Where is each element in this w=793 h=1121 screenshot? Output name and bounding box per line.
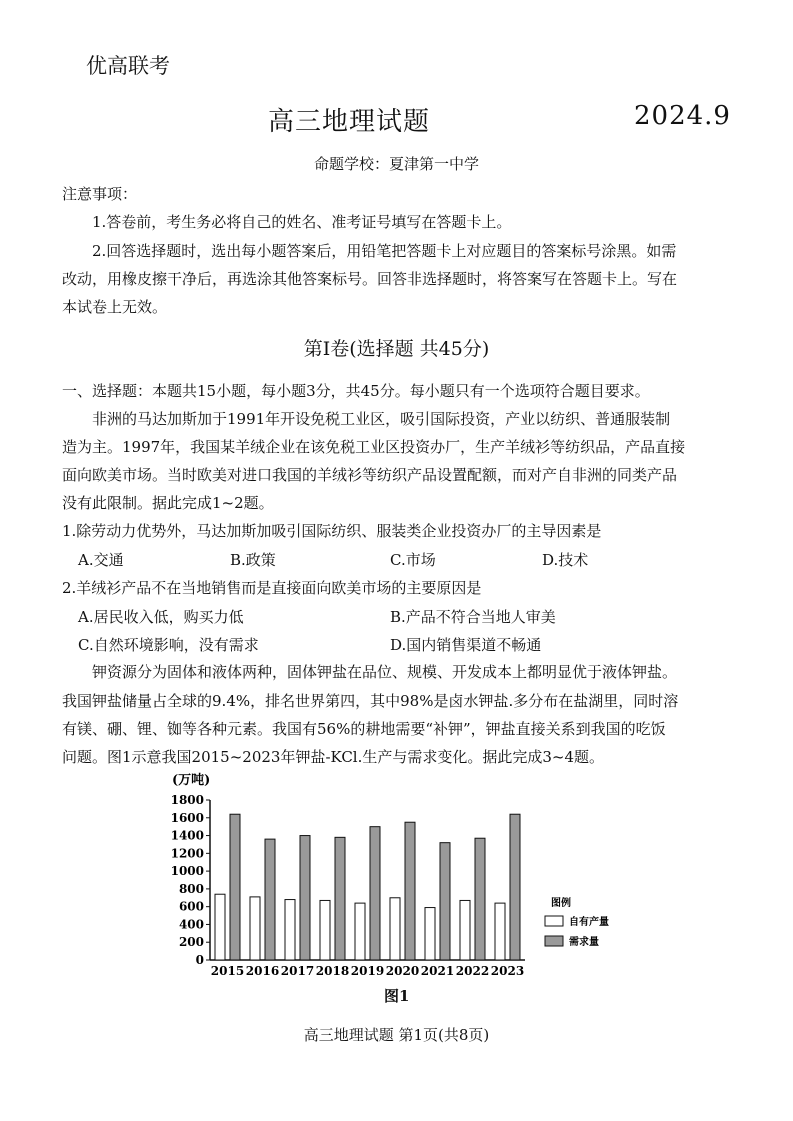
x-tick-label: 2021 — [420, 964, 455, 978]
bar-demand — [510, 814, 520, 960]
legend-title: 图例 — [551, 898, 571, 909]
bar-production — [390, 898, 400, 960]
question-2-option-a: A.居民收入低，购买力低 — [78, 608, 244, 626]
y-tick-label: 0 — [195, 953, 204, 967]
y-tick-label: 200 — [178, 935, 204, 950]
bar-production — [250, 897, 260, 960]
y-tick-label: 1600 — [170, 810, 204, 825]
chart-caption: 图1 — [384, 987, 410, 1005]
bar-demand — [370, 827, 380, 960]
passage2-line3: 有镁、硼、锂、铷等各种元素。我国有56%的耕地需要“补钾”，钾盐直接关系到我国的吃饭 — [62, 720, 666, 738]
legend-swatch — [545, 916, 563, 926]
bar-demand — [440, 843, 450, 960]
passage2-line1: 钾资源分为固体和液体两种，固体钾盐在品位、规模、开发成本上都明显优于液体钾盐。 — [92, 663, 678, 681]
passage1-line3: 面向欧美市场。当时欧美对进口我国的羊绒衫等纺织产品设置配额，而对产自非洲的同类产品 — [62, 466, 678, 484]
school-line: 命题学校：夏津第一中学 — [313, 155, 479, 173]
bar-demand — [335, 837, 345, 960]
passage1-line4: 没有此限制。据此完成1~2题。 — [62, 494, 274, 512]
x-tick-label: 2015 — [210, 964, 245, 978]
notice-item-2-line1: 2.回答选择题时，选出每小题答案后，用铅笔把答题卡上对应题目的答案标号涂黑。如需 — [92, 242, 677, 260]
bar-demand — [475, 838, 485, 960]
passage1-line2: 造为主。1997年，我国某羊绒企业在该免税工业区投资办厂，生产羊绒衫等纺织品，产品直接 — [62, 438, 686, 456]
notice-heading: 注意事项： — [62, 185, 138, 203]
bar-production — [320, 900, 330, 960]
x-tick-label: 2020 — [385, 964, 420, 978]
notice-item-2-line3: 本试卷上无效。 — [62, 298, 168, 316]
question-2-stem: 2.羊绒衫产品不在当地销售而是直接面向欧美市场的主要原因是 — [62, 579, 482, 597]
potash-bar-chart — [160, 768, 640, 978]
bar-production — [285, 900, 295, 960]
bar-demand — [230, 814, 240, 960]
exam-brand: 优高联考 — [86, 54, 170, 78]
question-1-option-a: A.交通 — [78, 551, 124, 569]
exam-title: 高三地理试题 — [268, 107, 431, 137]
passage2-line2: 我国钾盐储量占全球的9.4%，排名世界第四，其中98%是卤水钾盐.多分布在盐湖里，同时溶 — [62, 692, 679, 710]
question-2-option-d: D.国内销售渠道不畅通 — [390, 636, 542, 654]
y-tick-label: 1200 — [170, 846, 204, 861]
y-tick-label: 400 — [178, 917, 204, 932]
y-axis-unit-label: (万吨) — [172, 773, 211, 788]
legend-swatch — [545, 936, 563, 946]
x-tick-label: 2016 — [245, 964, 280, 978]
section-title: 第Ⅰ卷(选择题 共45分) — [303, 338, 490, 360]
question-2-option-b: B.产品不符合当地人审美 — [390, 608, 556, 626]
bar-demand — [300, 836, 310, 960]
x-tick-label: 2017 — [280, 964, 315, 978]
notice-item-1: 1.答卷前，考生务必将自己的姓名、准考证号填写在答题卡上。 — [92, 213, 512, 231]
x-tick-label: 2018 — [315, 964, 350, 978]
y-tick-label: 1800 — [170, 793, 204, 807]
bar-production — [460, 900, 470, 960]
x-tick-label: 2023 — [490, 964, 525, 978]
y-tick-label: 800 — [178, 881, 204, 896]
question-1-stem: 1.除劳动力优势外，马达加斯加吸引国际纺织、服装类企业投资办厂的主导因素是 — [62, 522, 602, 540]
legend-label: 自有产量 — [569, 917, 609, 928]
question-1-option-d: D.技术 — [542, 551, 589, 569]
bar-production — [495, 903, 505, 960]
y-tick-label: 1000 — [170, 864, 204, 879]
x-tick-label: 2019 — [350, 964, 385, 978]
bar-production — [425, 908, 435, 960]
bar-production — [355, 903, 365, 960]
y-tick-label: 600 — [178, 899, 204, 914]
section-instruction: 一、选择题：本题共15小题，每小题3分，共45分。每小题只有一个选项符合题目要求。 — [62, 382, 650, 400]
question-2-option-c: C.自然环境影响，没有需求 — [78, 636, 259, 654]
passage1-line1: 非洲的马达加斯加于1991年开设免税工业区，吸引国际投资，产业以纺织、普通服装制 — [92, 410, 671, 428]
y-tick-label: 1400 — [170, 828, 204, 843]
bar-demand — [405, 822, 415, 960]
bar-production — [215, 894, 225, 960]
passage2-line4: 问题。图1示意我国2015~2023年钾盐-KCl.生产与需求变化。据此完成3~4题。 — [62, 748, 605, 766]
legend-label: 需求量 — [569, 937, 599, 948]
x-tick-label: 2022 — [455, 964, 490, 978]
exam-date: 2024.9 — [634, 101, 731, 131]
bar-demand — [265, 839, 275, 960]
page-footer: 高三地理试题 第1页(共8页) — [303, 1026, 490, 1044]
question-1-option-c: C.市场 — [390, 551, 436, 569]
question-1-option-b: B.政策 — [230, 551, 276, 569]
notice-item-2-line2: 改动，用橡皮擦干净后，再选涂其他答案标号。回答非选择题时，将答案写在答题卡上。写在 — [62, 270, 678, 288]
